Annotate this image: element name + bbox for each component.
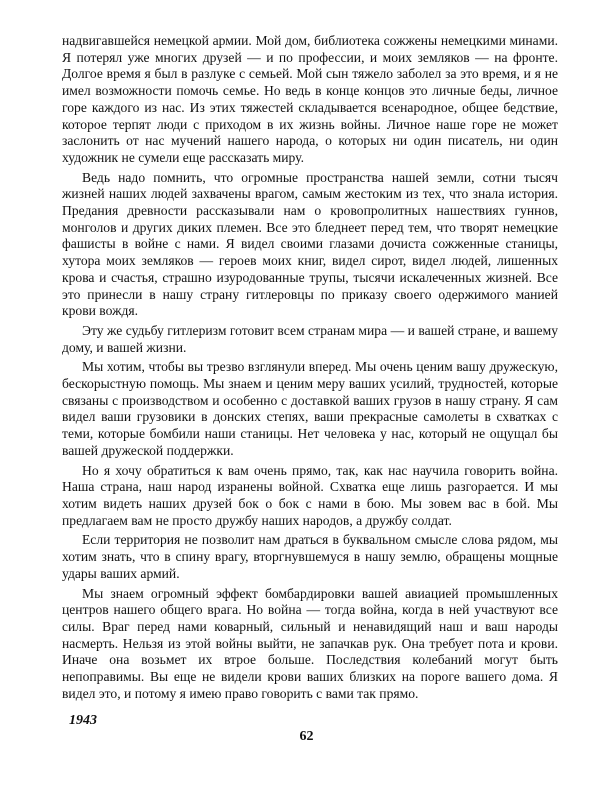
paragraph: надвигавшейся немецкой армии. Мой дом, библиотека сожжены немецкими минами. Я потерял уже многих друзей — и по профессии, и моих земляков — на фронте. Долгое время я был в разлуке с семьей. Мой сын тяжело заболел за это время, и я не имел возможности помочь семье. Но ведь в конце концов это личные беды, личное горе каждого из нас. Из этих тяжестей складывается всенародное, общее бедствие, которое терпят люди с приходом в их жизнь войны. Личное наше горе не может заслонить от нас мучений нашего народа, о которых ни один писатель, ни один художник не сумели еще рассказать миру.: [62, 33, 558, 165]
paragraph: Но я хочу обратиться к вам очень прямо, так, как нас научила говорить война. Наша страна, наш народ изранены войной. Схватка еще лишь разгорается. И мы хотим видеть наших друзей бок о бок с нами в бою. Мы зовем вас в бой. Мы предлагаем вам не просто дружбу наших народов, а дружбу солдат.: [62, 462, 558, 528]
paragraph: Если территория не позволит нам драться в буквальном смысле слова рядом, мы хотим знать, что в спину врагу, вторгнувшемуся в нашу землю, обращены мощные удары ваших армий.: [62, 532, 558, 581]
paragraph: Мы знаем огромный эффект бомбардировки вашей авиацией промышленных центров нашего общего врага. Но война — тогда война, когда в ней участвуют все силы. Враг перед нами коварный, сильный и ненавидящий наш и ваш народы насмерть. Нельзя из этой войны выйти, не запачкав рук. Она требует пота и крови. Иначе она возьмет их втрое больше. Последствия колебаний могут быть непоправимы. Вы еще не видели крови ваших близких на пороге вашего дома. Я видел это, и потому я имею право говорить с вами так прямо.: [62, 585, 558, 701]
date-signature: 1943: [69, 713, 97, 728]
paragraph: Ведь надо помнить, что огромные пространства нашей земли, сотни тысяч жизней наших людей захвачены врагом, самым жестоким из тех, что знала история. Предания древности рассказывали нам о кровопролитных нашествиях гуннов, монголов и других диких племен. Все это бледнеет перед тем, что творят немецкие фашисты в войне с нами. Я видел своими глазами дочиста сожженные станицы, хутора моих земляков — героев моих книг, видел сирот, видел людей, лишенных крова и счастья, страшно изуродованные трупы, тысячи искалеченных жизней. Все это принесли в нашу страну гитлеровцы по приказу своего одержимого манией крови вождя.: [62, 169, 558, 319]
text-body: [62, 33, 558, 702]
page-number: 62: [299, 729, 314, 744]
paragraph: Мы хотим, чтобы вы трезво взглянули вперед. Мы очень ценим вашу дружескую, бескорыстную помощь. Мы знаем и ценим меру ваших усилий, трудностей, которые связаны с производством и особенно с доставкой ваших грузов в нашу страну. Я сам видел ваши грузовики в донских степях, ваши прекрасные самолеты в схватках с теми, которые бомбили наши станицы. Нет человека у нас, который не ощущал бы вашей дружеской поддержки.: [62, 359, 558, 458]
paragraph: Эту же судьбу гитлеризм готовит всем странам мира — и вашей стране, и вашему дому, и вашей жизни.: [62, 322, 558, 355]
